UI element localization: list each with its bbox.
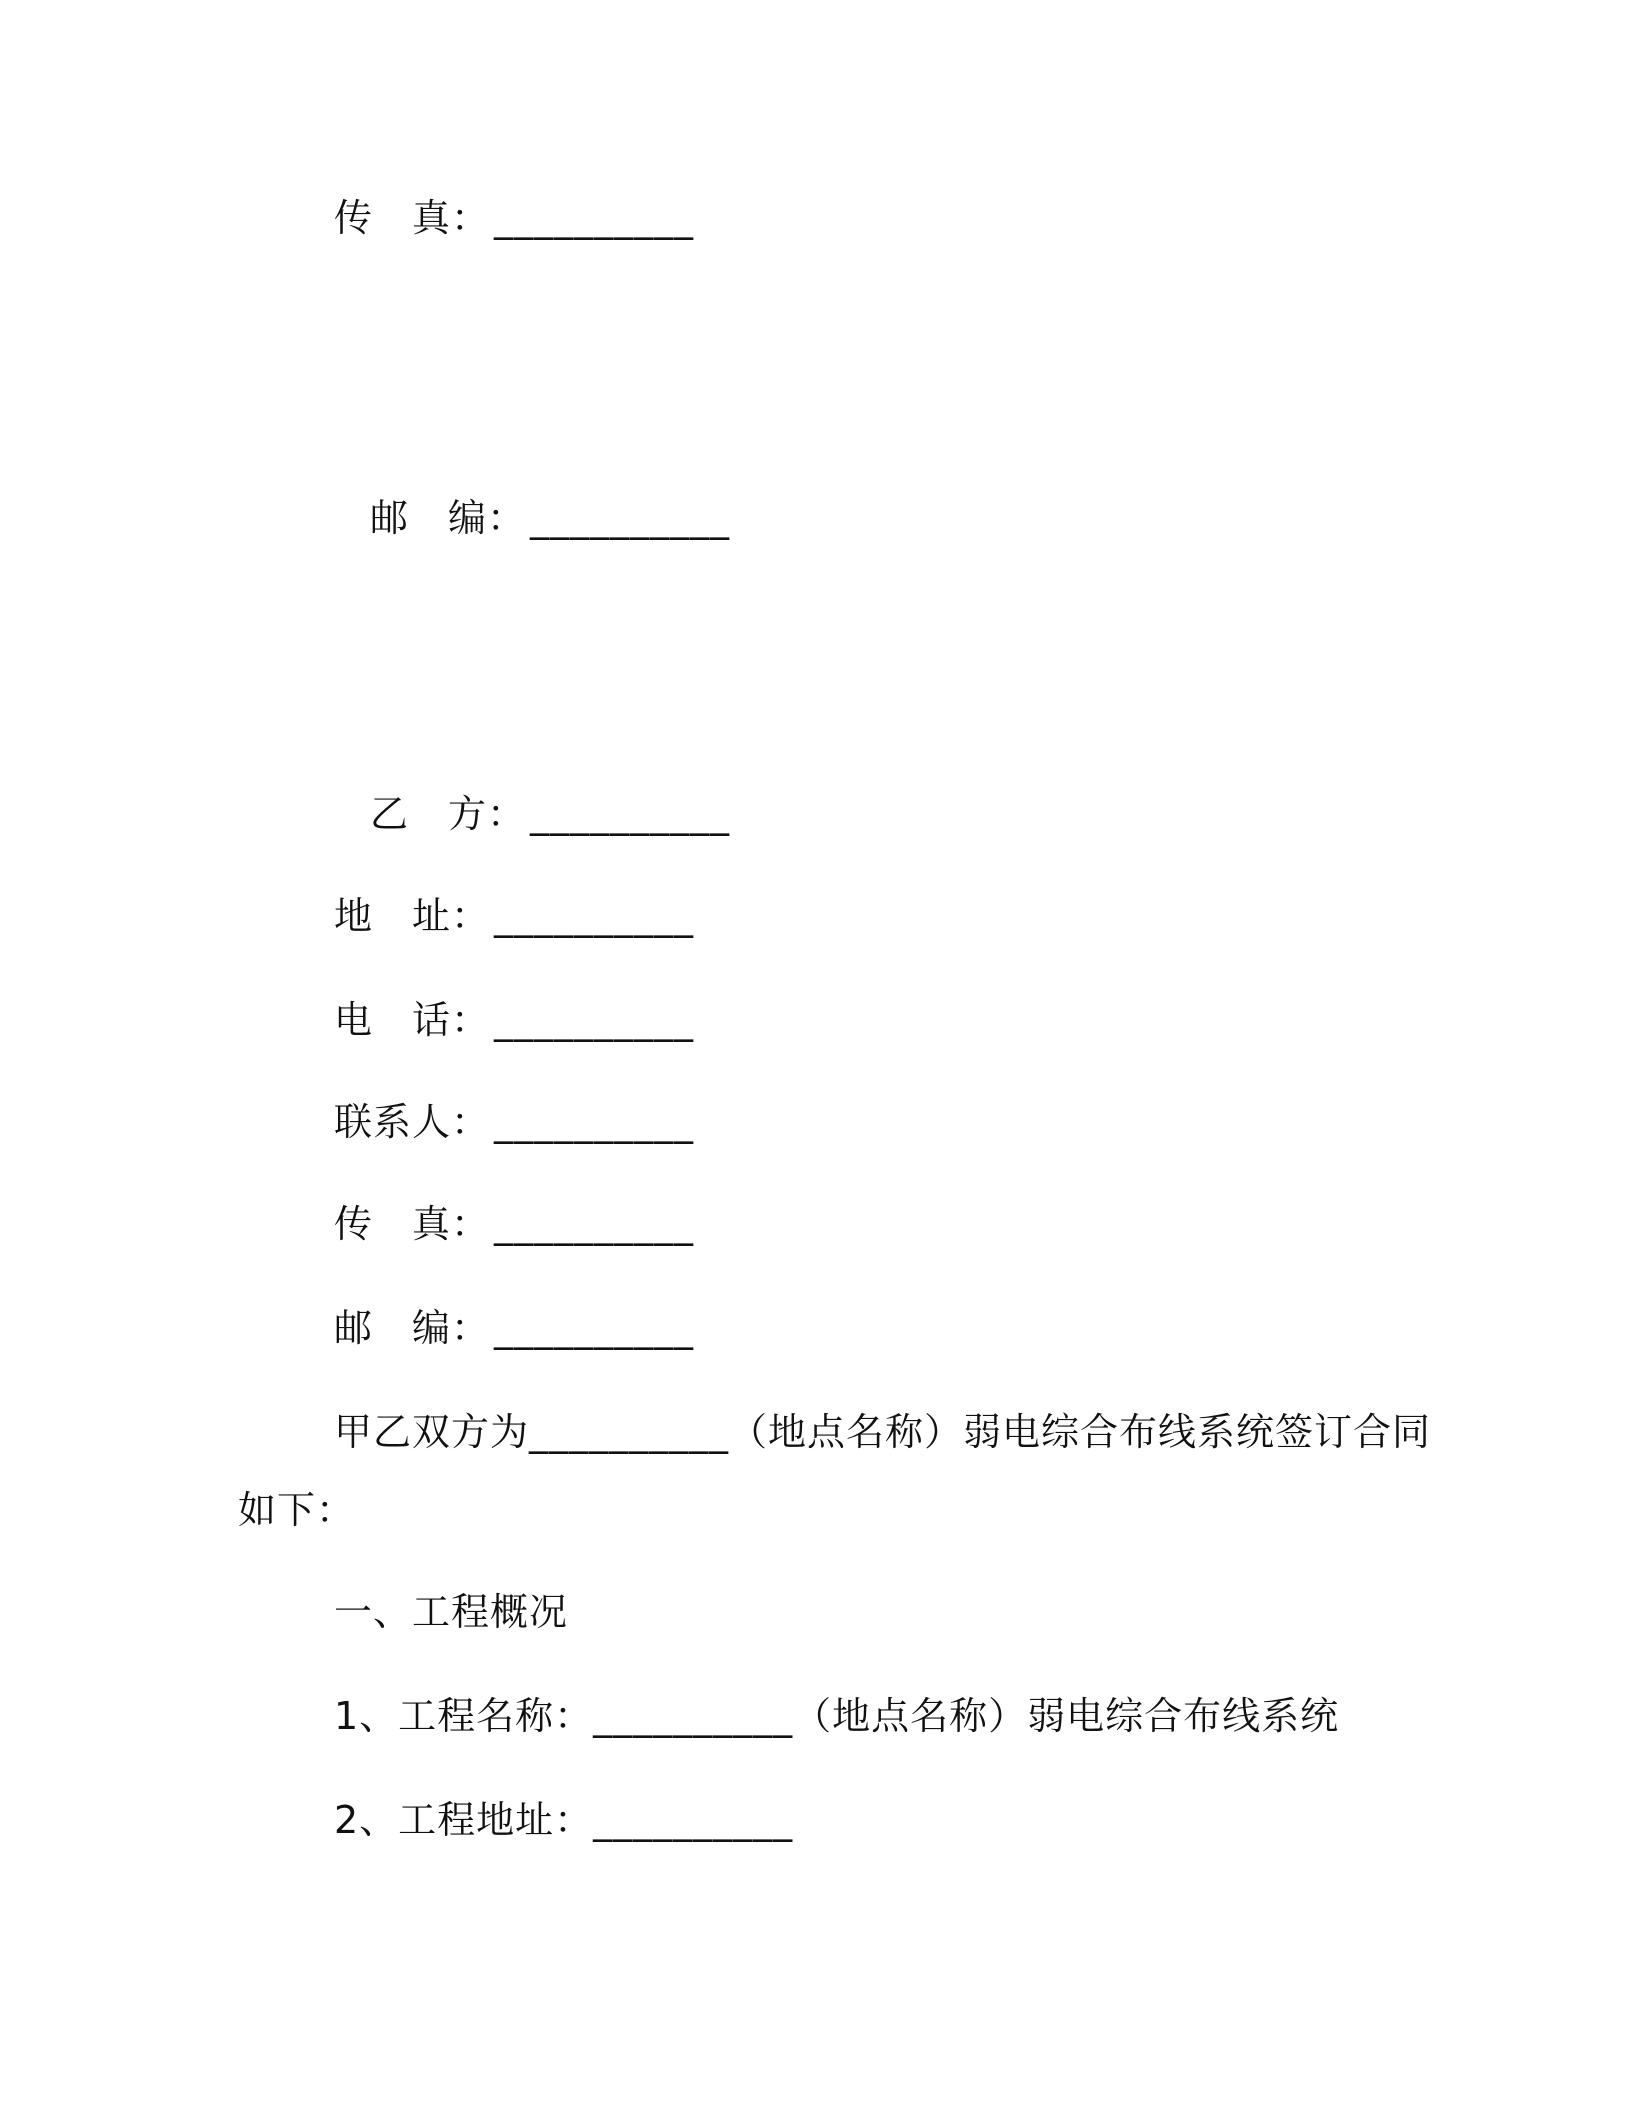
agreement-paragraph-line-1: 甲乙双方为__________（地点名称）弱电综合布线系统签订合同 [334, 1410, 1432, 1454]
address-label: 地 址： [334, 894, 491, 938]
address-line-party-b [334, 890, 694, 942]
phone-line-party-b [334, 994, 694, 1046]
contact-line-party-b [334, 1096, 694, 1148]
fax-line-party-b [334, 1198, 694, 1250]
postcode-line-party-b [334, 1302, 694, 1354]
party-b-line [370, 788, 730, 840]
project-name-item: 1、工程名称：__________（地点名称）弱电综合布线系统 [334, 1694, 1340, 1738]
fax-label: 传 真： [334, 1202, 491, 1246]
fax-line-party-a [334, 192, 694, 244]
party-b-label: 乙 方： [370, 792, 527, 836]
fax-label: 传 真： [334, 196, 491, 240]
contact-blank: __________ [494, 1100, 695, 1144]
fax-blank: __________ [494, 1202, 695, 1246]
fax-blank: __________ [494, 196, 695, 240]
project-address-item: 2、工程地址：__________ [334, 1798, 794, 1842]
postcode-blank: __________ [494, 1306, 695, 1350]
phone-label: 电 话： [334, 998, 491, 1042]
section-heading: 一、工程概况 [334, 1590, 569, 1634]
postcode-blank: __________ [530, 496, 731, 540]
address-blank: __________ [494, 894, 695, 938]
phone-blank: __________ [494, 998, 695, 1042]
postcode-line-party-a [370, 492, 730, 544]
party-b-blank: __________ [530, 792, 731, 836]
agreement-paragraph-line-2: 如下： [238, 1488, 356, 1532]
contact-label: 联系人： [334, 1100, 491, 1144]
postcode-label: 邮 编： [334, 1306, 491, 1350]
postcode-label: 邮 编： [370, 496, 527, 540]
